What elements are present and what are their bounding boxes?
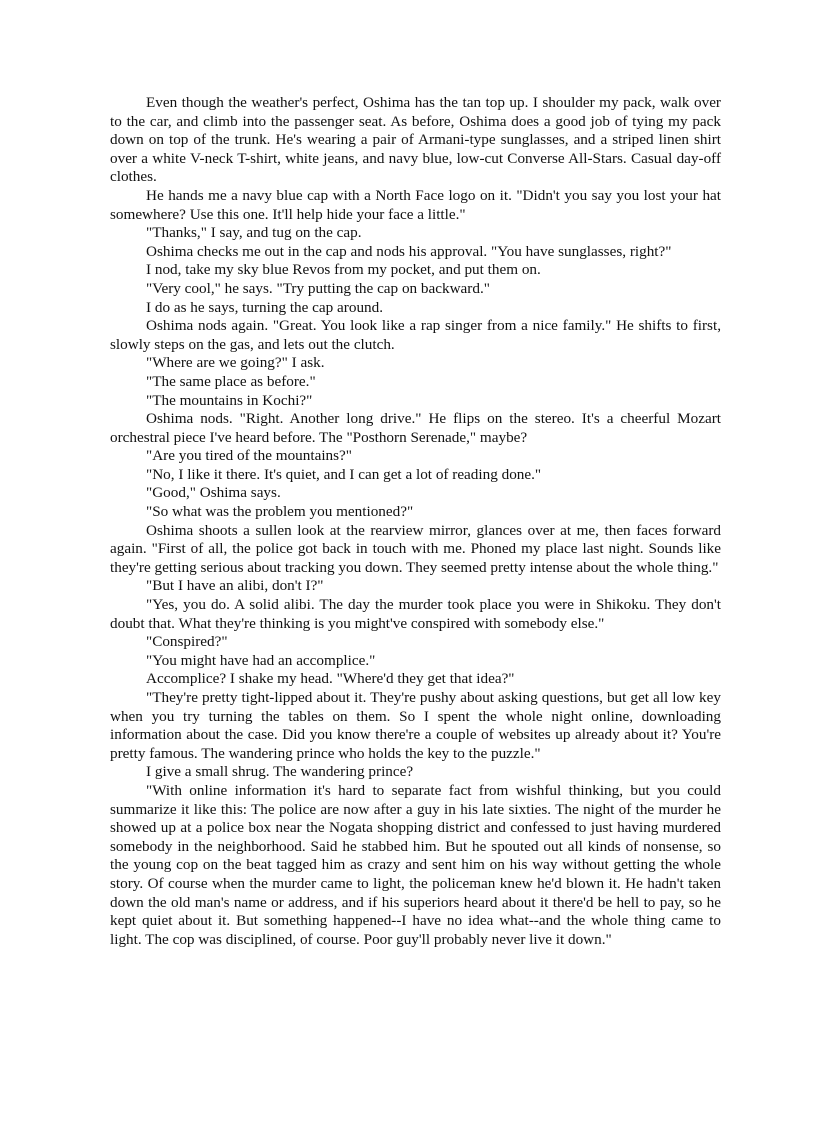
paragraph: Oshima nods. "Right. Another long drive." He flips on the stereo. It's a cheerful Mozart orchestral piece I've heard before. The "Posthorn Serenade," maybe? [110, 410, 721, 446]
paragraph: "Are you tired of the mountains?" [146, 447, 352, 465]
paragraph: Even though the weather's perfect, Oshima has the tan top up. I shoulder my pack, walk over to the car, and climb into the passenger seat. As before, Oshima does a good job of tying my pack down on top of the trunk. He's wearing a pair of Armani-type sunglasses, and a striped linen shirt over a white V-neck T-shirt, white jeans, and navy blue, low-cut Converse All-Stars. Casual day-off clothes. [110, 94, 721, 186]
paragraph: Accomplice? I shake my head. "Where'd they get that idea?" [146, 670, 515, 688]
paragraph: He hands me a navy blue cap with a North Face logo on it. "Didn't you say you lost your hat somewhere? Use this one. It'll help hide your face a little." [110, 186, 721, 223]
paragraph: "Thanks," I say, and tug on the cap. [146, 224, 362, 242]
paragraph: I do as he says, turning the cap around. [146, 298, 384, 316]
paragraph: "Yes, you do. A solid alibi. The day the murder took place you were in Shikoku. They don't doubt that. What they're thinking is you might've conspired with somebody else." [110, 596, 721, 632]
paragraph: "So what was the problem you mentioned?" [146, 503, 414, 521]
paragraph: "No, I like it there. It's quiet, and I can get a lot of reading done." [146, 465, 542, 483]
paragraph: Oshima checks me out in the cap and nods his approval. "You have sunglasses, right?" [146, 242, 672, 260]
paragraph: "With online information it's hard to separate fact from wishful thinking, but you could summarize it like this: The police are now after a guy in his late sixties. The night of the murder he showed up at a police box near the Nogata shopping district and confessed to just having murdered somebody in the neighborhood. Said he stabbed him. But he spouted out all kinds of nonsense, so the young cop on the beat tagged him as crazy and sent him on his way without getting the whole story. Of course when the murder came to light, the policeman knew he'd blown it. He hadn't taken down the old man's name or address, and if his superiors heard about it there'd be hell to pay, so he kept quiet about it. But something happened--I have no idea what--and the whole thing came to light. The cop was disciplined, of course. Poor guy'll probably never live it down." [110, 781, 721, 948]
paragraph: "The mountains in Kochi?" [146, 391, 313, 409]
paragraph: "Very cool," he says. "Try putting the cap on backward." [146, 279, 490, 297]
paragraph: "Where are we going?" I ask. [146, 354, 325, 372]
paragraph: "Conspired?" [146, 633, 228, 651]
paragraph: "Good," Oshima says. [146, 484, 281, 502]
paragraph: I give a small shrug. The wandering prince? [146, 763, 414, 781]
paragraph: I nod, take my sky blue Revos from my pocket, and put them on. [146, 261, 541, 279]
document-page [110, 94, 721, 949]
paragraph: "The same place as before." [146, 372, 316, 390]
paragraph: "They're pretty tight-lipped about it. They're pushy about asking questions, but get all low key when you try turning the tables on them. So I spent the whole night online, downloading information about the case. Did you know there're a couple of websites up already about it? You're pretty famous. The wandering prince who holds the key to the puzzle." [110, 689, 721, 762]
paragraph: "You might have had an accomplice." [146, 651, 376, 669]
paragraph: "But I have an alibi, don't I?" [146, 577, 324, 595]
paragraph: Oshima nods again. "Great. You look like a rap singer from a nice family." He shifts to first, slowly steps on the gas, and lets out the clutch. [110, 317, 721, 353]
paragraph: Oshima shoots a sullen look at the rearview mirror, glances over at me, then faces forward again. "First of all, the police got back in touch with me. Phoned my place last night. Sounds like they're getting serious about tracking you down. They seemed pretty intense about the whole thing." [110, 521, 721, 576]
